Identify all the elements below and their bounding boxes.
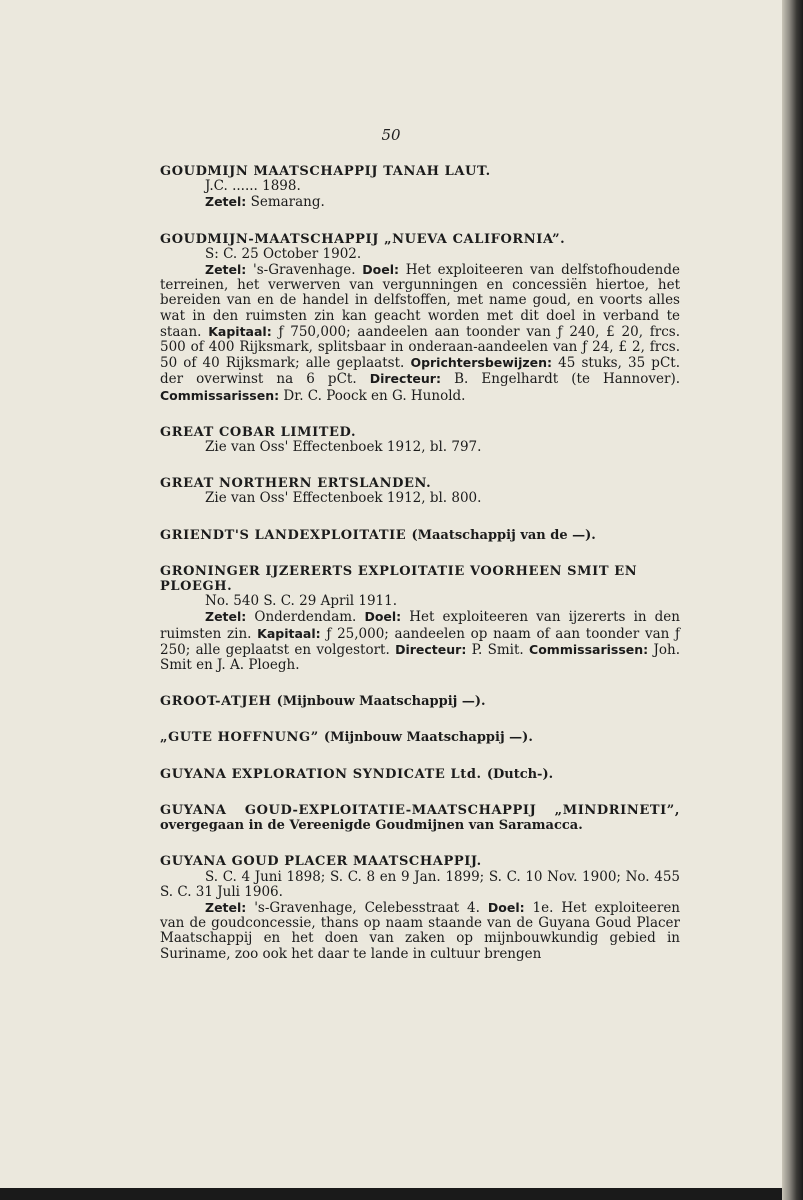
- entry-subheading: (Mijnbouw Maatschappij —).: [323, 730, 533, 746]
- entry-guyana-exploration: [160, 767, 680, 782]
- entry-subheading: (Mijnbouw Maatschappij —).: [276, 694, 486, 710]
- kapitaal-text: ƒ 750,000; aandeelen aan toonder van ƒ 240, £ 20, frcs. 500 of 400 Rijksmark, splitsbaar in onderaan-aandeelen van ƒ 24, £ 2, frcs. 50 of 40 Rijksmark; alle geplaatst.: [160, 323, 680, 372]
- entry-subheading: (Maatschappij van de —).: [411, 527, 596, 543]
- entry-heading: GREAT COBAR LIMITED.: [160, 424, 357, 440]
- commissarissen-text: Dr. C. Poock en G. Hunold.: [283, 387, 466, 404]
- entry-heading: GOUDMIJN-MAATSCHAPPIJ „NUEVA CALIFORNIA”.: [160, 231, 566, 247]
- entry-tanah-laut: [160, 164, 680, 211]
- entry-date: S. C. 4 Juni 1898; S. C. 8 en 9 Jan. 1899; S. C. 10 Nov. 1900; No. 455 S. C. 31 Juli 1906.: [160, 868, 680, 900]
- directeur-text: B. Engelhardt (te Hannover).: [454, 371, 680, 388]
- directeur-label: Directeur:: [369, 371, 441, 387]
- entry-heading: GUYANA GOUD PLACER MAATSCHAPPIJ.: [160, 854, 482, 870]
- book-spine: [782, 0, 803, 1200]
- doel-text: Het exploiteeren van delfstofhoudende terreinen, het verwerven van vergunningen en concessiën hiertoe, het bereiden van en de handel in delfstoffen, met name goud, en voorts alles wat in den ruimsten zin kan geacht worden met dit doel in verband te staan.: [160, 262, 680, 340]
- doel-label: Doel:: [362, 262, 399, 278]
- entry-nueva-california: [160, 232, 680, 404]
- entry-guyana-mindrineti: [160, 803, 680, 833]
- entry-griendt: [160, 528, 680, 543]
- entry-great-cobar: [160, 425, 680, 455]
- zetel-value: 's-Gravenhage, Celebesstraat 4.: [254, 899, 480, 916]
- commissarissen-label: Commissarissen:: [529, 641, 649, 657]
- entry-great-northern: [160, 476, 680, 506]
- entry-heading: GRONINGER IJZERERTS EXPLOITATIE VOORHEEN SMIT EN PLOEGH.: [160, 563, 638, 595]
- commissarissen-label: Commissarissen:: [160, 387, 280, 403]
- zetel-label: Zetel:: [205, 609, 247, 625]
- entry-heading: GROOT-ATJEH: [160, 694, 272, 710]
- entry-guyana-goud-placer: [160, 854, 680, 961]
- entry-heading: GREAT NORTHERN ERTSLANDEN.: [160, 476, 432, 492]
- entry-groot-atjeh: [160, 694, 680, 709]
- zetel-label: Zetel:: [205, 194, 247, 210]
- entry-heading: GOUDMIJN MAATSCHAPPIJ TANAH LAUT.: [160, 164, 491, 179]
- entry-heading: GRIENDT'S LANDEXPLOITATIE: [160, 527, 407, 543]
- entry-heading: GUYANA GOUD-EXPLOITATIE-MAATSCHAPPIJ „MINDRINETI”,: [160, 802, 680, 818]
- zetel-value: Semarang.: [250, 194, 325, 211]
- entry-zetel: [160, 194, 680, 210]
- zetel-value: Onderdendam.: [254, 609, 357, 626]
- entry-reference: Zie van Oss' Effectenboek 1912, bl. 797.: [205, 439, 482, 456]
- entry-date: J.C. ...... 1898.: [205, 178, 301, 195]
- commissarissen-text: Joh. Smit en J. A. Ploegh.: [160, 641, 681, 674]
- entry-subheading: (Dutch-).: [486, 766, 554, 782]
- entry-gute-hoffnung: [160, 730, 680, 745]
- entry-body: [160, 262, 680, 404]
- doel-label: Doel:: [364, 609, 402, 625]
- entry-heading: „GUTE HOFFNUNG”: [160, 730, 319, 746]
- page-number: 50: [381, 126, 401, 144]
- page-text: [160, 164, 680, 983]
- directeur-text: P. Smit.: [471, 641, 524, 658]
- doel-text: Het exploiteeren van ijzererts in den ruimsten zin.: [160, 609, 680, 642]
- doel-text: 1e. Het exploiteeren van de goudconcessie, thans op naam staande van de Guyana Goud Placer Maatschappij en het doen van zaken op mijnbouwkundig gebied in Suriname, zoo ook het daar te lande in cultuur brengen: [160, 899, 681, 962]
- entry-heading: GUYANA EXPLORATION SYNDICATE Ltd.: [160, 766, 482, 782]
- entry-reference: Zie van Oss' Effectenboek 1912, bl. 800.: [205, 490, 482, 507]
- entry-subheading: overgegaan in de Vereenigde Goudmijnen van Saramacca.: [160, 818, 583, 834]
- zetel-label: Zetel:: [205, 262, 247, 278]
- oprichters-text: 45 stuks, 35 pCt. der overwinst na 6 pCt.: [160, 355, 680, 388]
- entry-date: S: C. 25 October 1902.: [205, 245, 362, 262]
- entry-date: No. 540 S. C. 29 April 1911.: [205, 593, 398, 610]
- directeur-label: Directeur:: [395, 641, 467, 657]
- kapitaal-text: ƒ 25,000; aandeelen op naam of aan toonder van ƒ 250; alle geplaatst en volgestort.: [160, 625, 681, 658]
- entry-body: [160, 609, 680, 673]
- kapitaal-label: Kapitaal:: [257, 625, 321, 641]
- entry-body: [160, 900, 680, 962]
- zetel-label: Zetel:: [205, 899, 247, 915]
- doel-label: Doel:: [487, 899, 525, 915]
- oprichters-label: Oprichtersbewijzen:: [410, 355, 553, 371]
- entry-groninger: [160, 564, 680, 673]
- kapitaal-label: Kapitaal:: [208, 323, 272, 339]
- zetel-value: 's-Gravenhage.: [253, 262, 356, 279]
